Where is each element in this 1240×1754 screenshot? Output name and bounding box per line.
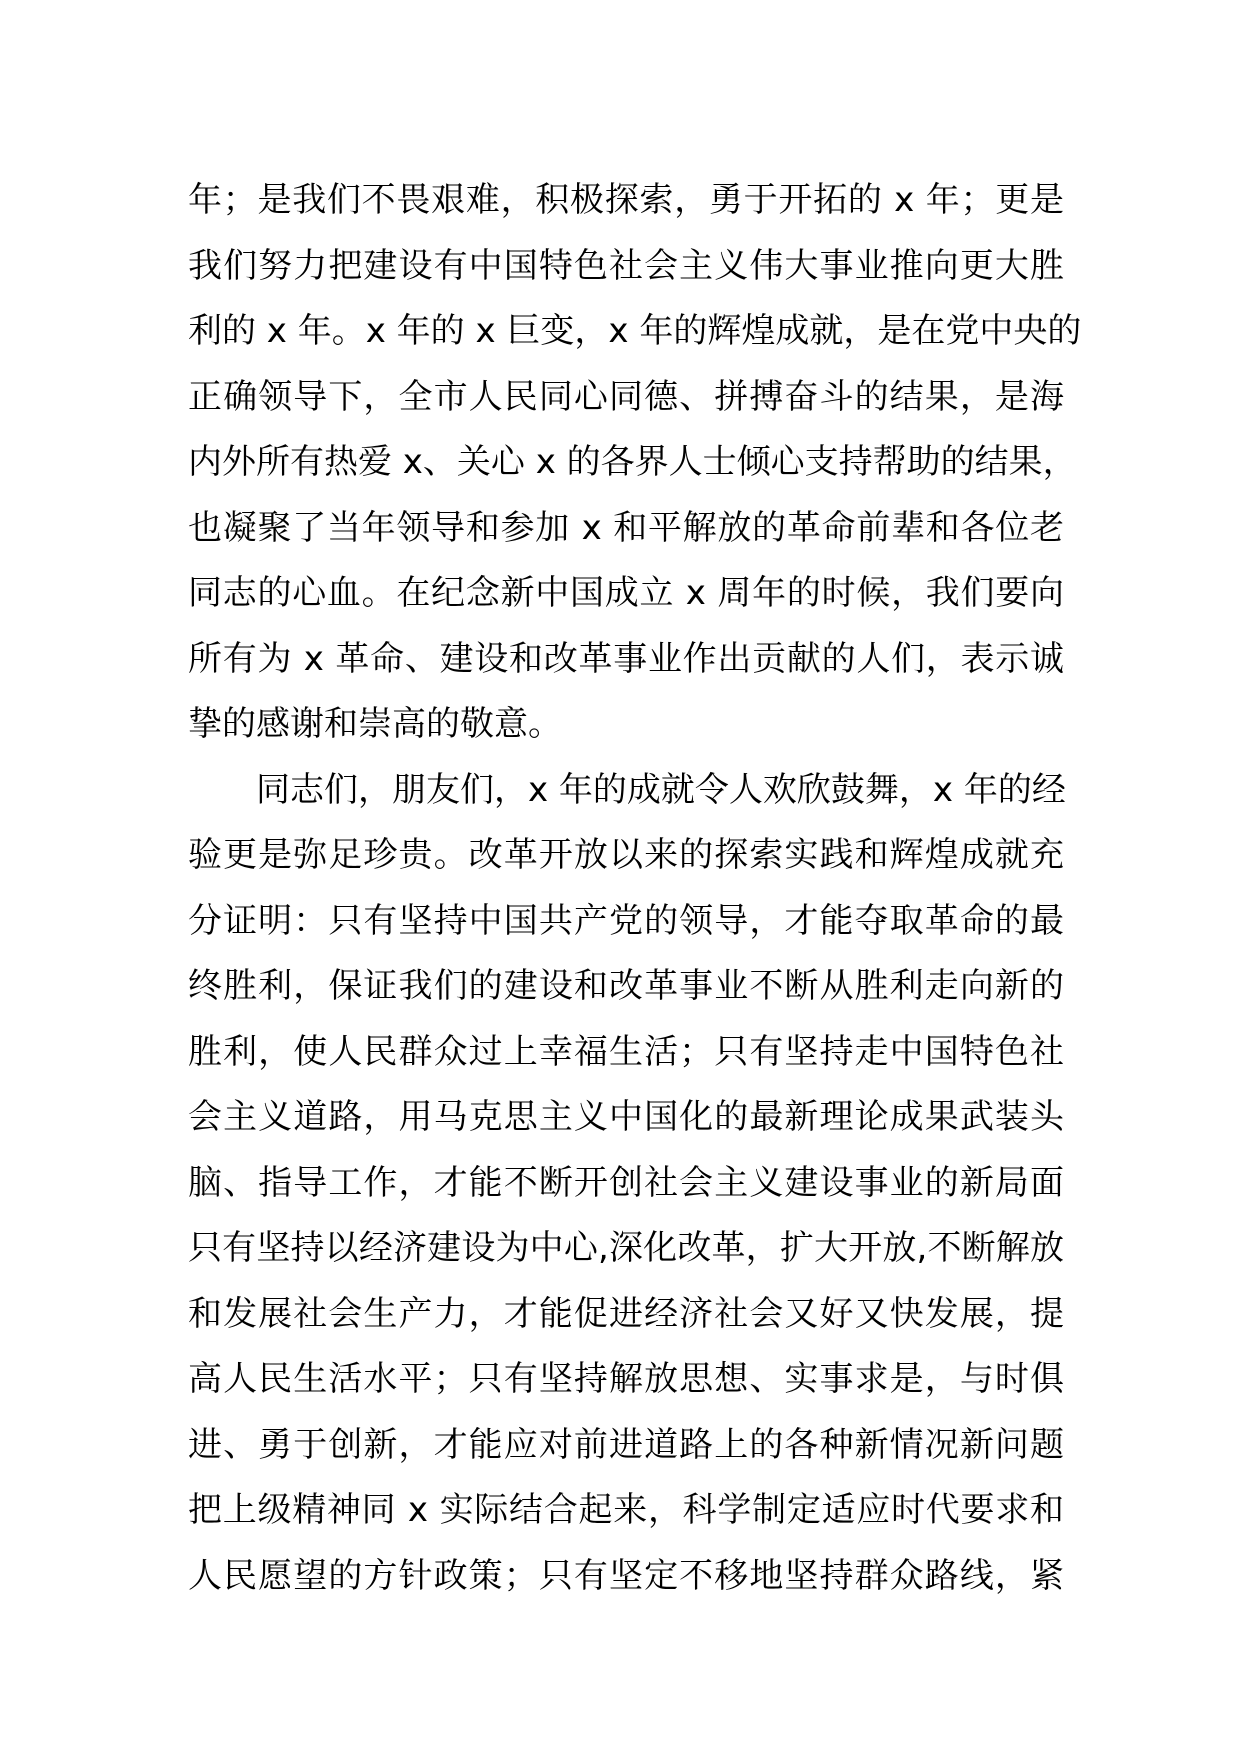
text-line: 进、勇于创新，才能应对前进道路上的各种新情况新问题 (188, 1424, 1064, 1465)
text-line: 同志的心血。在纪念新中国成立 x 周年的时候，我们要向 (188, 573, 1064, 613)
text-line: 正确领导下，全市人民同心同德、拼搏奋斗的结果，是海 (188, 376, 1064, 417)
text-line: 我们努力把建设有中国特色社会主义伟大事业推向更大胜 (188, 245, 1064, 286)
text-line: 终胜利，保证我们的建设和改革事业不断从胜利走向新的 (188, 966, 1064, 1006)
text-line: 高人民生活水平；只有坚持解放思想、实事求是，与时俱 (188, 1359, 1064, 1399)
text-line: 会主义道路，用马克思主义中国化的最新理论成果武装头 (188, 1097, 1064, 1137)
text-line: 分证明：只有坚持中国共产党的领导，才能夺取革命的最 (188, 900, 1064, 941)
paragraph-2 (188, 758, 1064, 1610)
text-line: 和发展社会生产力，才能促进经济社会又好又快发展，提 (188, 1293, 1064, 1334)
paragraph-1 (188, 168, 1082, 758)
text-line: 把上级精神同 x 实际结合起来，科学制定适应时代要求和 (188, 1490, 1064, 1530)
text-line: 只有坚持以经济建设为中心,深化改革，扩大开放,不断解放 (188, 1228, 1064, 1268)
text-line: 同志们，朋友们，x 年的成就令人欢欣鼓舞，x 年的经 (256, 769, 1066, 810)
text-line: 验更是弥足珍贵。改革开放以来的探索实践和辉煌成就充 (188, 835, 1064, 875)
text-line: 所有为 x 革命、建设和改革事业作出贡献的人们，表示诚 (188, 638, 1064, 679)
text-line: 利的 x 年。x 年的 x 巨变，x 年的辉煌成就，是在党中央的 (188, 311, 1082, 351)
text-line: 内外所有热爱 x、关心 x 的各界人士倾心支持帮助的结果， (188, 442, 1077, 482)
text-line: 人民愿望的方针政策；只有坚定不移地坚持群众路线，紧 (188, 1555, 1064, 1596)
text-line: 胜利，使人民群众过上幸福生活；只有坚持走中国特色社 (188, 1031, 1064, 1072)
document-body (188, 168, 1082, 1609)
text-line: 挚的感谢和崇高的敬意。 (188, 704, 562, 744)
text-line: 也凝聚了当年领导和参加 x 和平解放的革命前辈和各位老 (188, 507, 1064, 548)
text-line: 脑、指导工作，才能不断开创社会主义建设事业的新局面 (188, 1162, 1064, 1203)
text-line: 年；是我们不畏艰难，积极探索，勇于开拓的 x 年；更是 (188, 180, 1064, 220)
